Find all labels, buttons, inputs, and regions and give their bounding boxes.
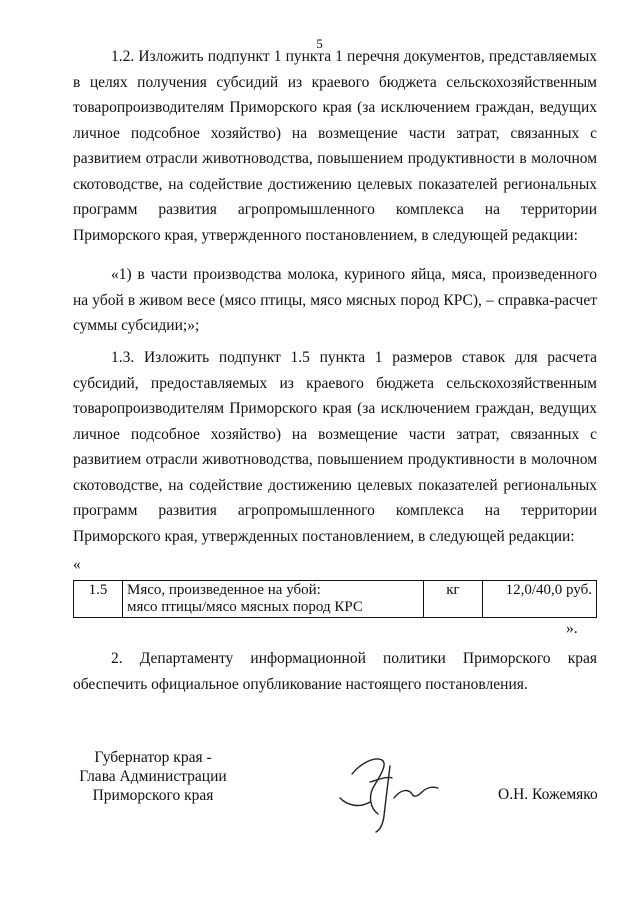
row-name-line-1: Мясо, произведенное на убой: — [127, 582, 321, 598]
row-rate-cell: 12,0/40,0 руб. — [483, 581, 597, 618]
handwritten-signature — [330, 736, 450, 836]
signatory-title — [73, 748, 233, 805]
paragraph-2-line-1: 2. Департаменту информационной политики Приморского края — [111, 650, 597, 667]
table-row — [74, 581, 597, 618]
paragraph-quoted-item-1: «1) в части производства молока, куриного яйца, мяса, произведенного на убой в живом весе (мясо птицы, мясо мясных пород КРС), – справка-расчет суммы субсидии;»; — [73, 266, 597, 334]
signer-name: О.Н. Кожемяко — [498, 786, 598, 803]
row-unit-cell: кг — [424, 581, 483, 618]
row-name-line-2: мясо птицы/мясо мясных пород КРС — [127, 599, 363, 615]
paragraph-1-2: 1.2. Изложить подпункт 1 пункта 1 перечня документов, представляемых в целях получения субсидий из краевого бюджета сельскохозяйственным товаропроизводителям Приморского края (за исключением граждан, ведущих личное подсобное хозяйство) на возмещение части затрат, связанных с развитием отрасли животноводства, повышением продуктивности в молочном скотоводстве, на содействие достижению целевых показателей региональных программ развития агропромышленного комплекса на территории Приморского края, утвержденного постановлением, в следующей редакции: — [73, 48, 597, 244]
paragraph-1-3: 1.3. Изложить подпункт 1.5 пункта 1 размеров ставок для расчета субсидий, предоставляемых из краевого бюджета сельскохозяйственным товаропроизводителям Приморского края (за исключением граждан, ведущих личное подсобное хозяйство) на возмещение части затрат, связанных с развитием отрасли животноводства, повышением продуктивности в молочном скотоводстве, на содействие достижению целевых показателей региональных программ развития агропромышленного комплекса на территории Приморского края, утвержденных постановлением, в следующей редакции: — [73, 349, 597, 545]
signatory-title-line-1: Губернатор края - — [94, 749, 212, 766]
paragraph-2-line-2: обеспечить официальное опубликование настоящего постановления. — [73, 675, 528, 693]
rate-table — [73, 580, 597, 618]
paragraph-2 — [73, 646, 597, 697]
signatory-title-line-2: Глава Администрации — [79, 768, 227, 785]
page-number: 5 — [316, 36, 323, 51]
row-name-cell — [123, 581, 424, 618]
quote-open-mark: « — [73, 556, 81, 573]
row-number-cell: 1.5 — [74, 581, 123, 618]
quote-close-mark: ». — [566, 620, 578, 637]
signatory-title-line-3: Приморского края — [92, 787, 214, 804]
